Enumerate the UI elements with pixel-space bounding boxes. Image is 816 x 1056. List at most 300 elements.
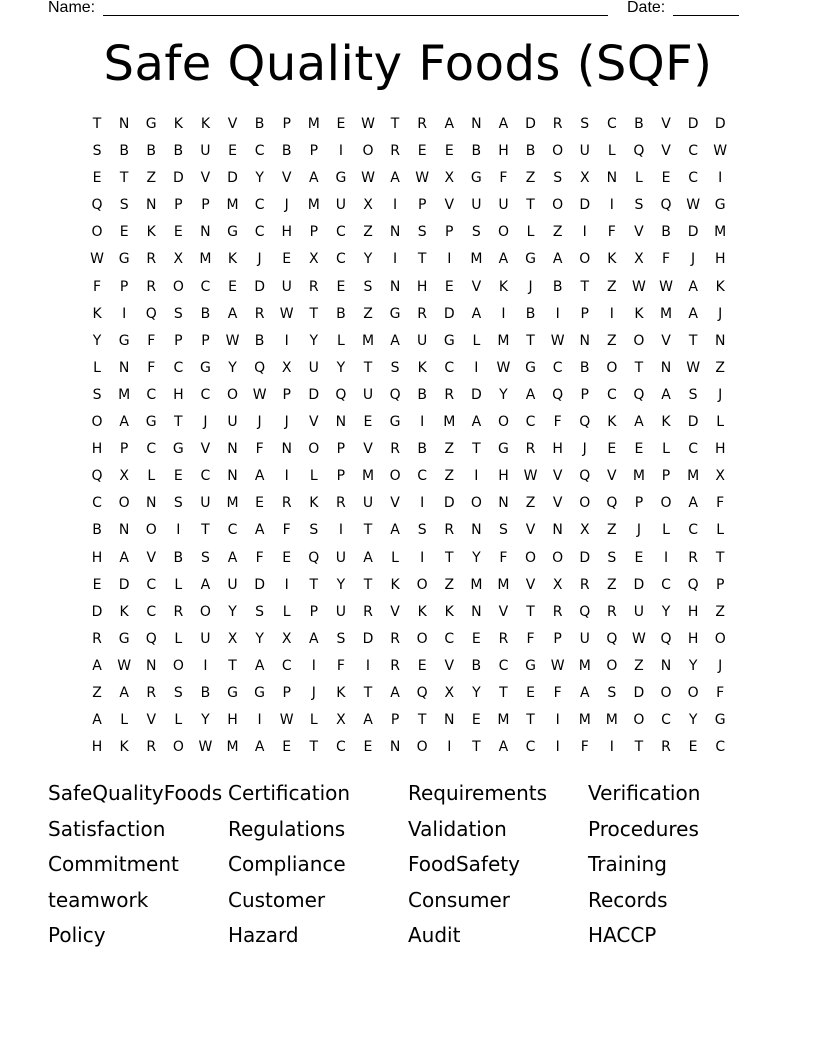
grid-cell[interactable]: V [552,468,564,485]
grid-cell[interactable]: H [91,739,104,756]
grid-cell[interactable]: C [336,224,347,241]
grid-cell[interactable]: C [336,251,347,268]
grid-cell[interactable]: C [525,739,537,756]
grid-cell[interactable]: E [336,116,347,132]
grid-cell[interactable]: R [281,495,293,512]
grid-cell[interactable]: R [390,657,401,674]
grid-cell[interactable]: P [580,386,590,403]
grid-cell[interactable]: I [420,414,426,431]
grid-cell[interactable]: T [119,170,130,187]
grid-cell[interactable]: S [173,305,184,322]
grid-cell[interactable]: D [579,197,592,214]
grid-cell[interactable]: C [254,143,266,160]
grid-cell[interactable]: Y [255,630,265,647]
grid-cell[interactable]: N [227,468,239,485]
grid-cell[interactable]: I [474,468,480,485]
grid-cell[interactable]: F [607,224,617,241]
grid-cell[interactable]: T [390,116,401,132]
grid-cell[interactable]: E [417,657,428,674]
grid-cell[interactable]: C [146,603,158,620]
grid-cell[interactable]: U [579,143,591,160]
grid-cell[interactable]: B [254,332,266,349]
grid-cell[interactable]: Q [606,495,619,512]
grid-cell[interactable]: M [470,251,484,268]
grid-cell[interactable]: T [634,739,645,756]
grid-cell[interactable]: J [718,657,724,674]
grid-cell[interactable]: B [417,386,428,403]
grid-cell[interactable]: T [201,522,211,539]
grid-cell[interactable]: C [92,495,103,512]
grid-cell[interactable]: I [555,712,561,729]
grid-cell[interactable]: C [254,224,266,241]
grid-cell[interactable]: M [714,224,728,241]
grid-cell[interactable]: X [336,712,347,729]
grid-cell[interactable]: N [200,224,212,241]
grid-cell[interactable]: L [336,332,346,349]
grid-cell[interactable]: P [282,386,292,403]
grid-cell[interactable]: P [336,441,347,458]
grid-cell[interactable]: R [417,116,429,132]
grid-cell[interactable]: P [715,576,726,593]
grid-cell[interactable]: R [444,386,456,403]
grid-cell[interactable]: W [90,251,105,268]
grid-cell[interactable]: Y [363,251,374,268]
grid-cell[interactable]: M [687,468,701,485]
grid-cell[interactable]: L [309,712,319,729]
grid-cell[interactable]: V [390,495,401,512]
grid-cell[interactable]: M [497,576,511,593]
name-blank-line[interactable] [103,15,608,16]
grid-cell[interactable]: D [687,414,700,431]
grid-cell[interactable]: O [145,522,158,539]
grid-cell[interactable]: N [118,116,131,132]
grid-cell[interactable]: O [687,684,700,701]
grid-cell[interactable]: W [713,143,729,160]
grid-cell[interactable]: W [198,739,214,756]
grid-cell[interactable]: A [688,305,699,322]
grid-cell[interactable]: B [525,143,537,160]
grid-cell[interactable]: N [281,441,293,458]
grid-cell[interactable]: Y [661,603,672,620]
grid-cell[interactable]: S [309,522,320,539]
grid-cell[interactable]: J [582,441,588,458]
grid-cell[interactable]: Q [91,468,104,485]
grid-cell[interactable]: K [607,251,618,268]
grid-cell[interactable]: D [172,170,185,187]
grid-cell[interactable]: Q [335,386,348,403]
grid-cell[interactable]: Q [633,386,646,403]
grid-cell[interactable]: A [525,386,537,403]
grid-cell[interactable]: V [444,657,456,674]
grid-cell[interactable]: G [145,116,158,132]
grid-cell[interactable]: X [173,251,185,268]
grid-cell[interactable]: O [389,468,402,485]
grid-cell[interactable]: S [336,630,347,647]
grid-cell[interactable]: H [714,441,727,458]
grid-cell[interactable]: T [634,359,645,376]
grid-cell[interactable]: W [361,116,376,132]
grid-cell[interactable]: E [634,549,645,566]
grid-cell[interactable]: K [173,116,184,132]
grid-cell[interactable]: O [633,332,646,349]
grid-cell[interactable]: G [525,359,537,376]
grid-cell[interactable]: I [284,576,290,593]
grid-cell[interactable]: A [444,116,456,132]
grid-cell[interactable]: B [200,684,212,701]
grid-cell[interactable]: B [634,116,645,132]
grid-cell[interactable]: T [715,549,726,566]
grid-cell[interactable]: M [361,332,376,349]
grid-cell[interactable]: W [632,630,647,647]
grid-cell[interactable]: F [255,549,265,566]
grid-cell[interactable]: L [607,143,617,160]
grid-cell[interactable]: W [279,712,295,729]
grid-cell[interactable]: M [497,712,511,729]
grid-cell[interactable]: I [311,657,317,674]
grid-cell[interactable]: E [444,143,455,160]
grid-cell[interactable]: T [309,739,320,756]
grid-cell[interactable]: A [498,251,510,268]
grid-cell[interactable]: N [714,332,727,349]
grid-cell[interactable]: O [714,630,727,647]
grid-cell[interactable]: P [336,468,347,485]
grid-cell[interactable]: H [552,441,564,458]
grid-cell[interactable]: Q [552,386,565,403]
grid-cell[interactable]: U [227,576,239,593]
grid-cell[interactable]: I [609,305,615,322]
grid-cell[interactable]: F [499,549,509,566]
grid-cell[interactable]: O [91,224,104,241]
grid-cell[interactable]: T [472,739,482,756]
grid-cell[interactable]: L [174,712,184,729]
grid-cell[interactable]: W [686,197,702,214]
grid-cell[interactable]: G [227,224,239,241]
grid-cell[interactable]: Q [660,630,673,647]
grid-cell[interactable]: G [118,332,131,349]
grid-cell[interactable]: F [499,170,509,187]
grid-cell[interactable]: U [200,495,212,512]
grid-cell[interactable]: R [498,630,510,647]
grid-cell[interactable]: G [254,684,267,701]
grid-cell[interactable]: A [254,522,266,539]
grid-cell[interactable]: E [634,441,645,458]
grid-cell[interactable]: Q [633,143,646,160]
grid-cell[interactable]: T [526,712,536,729]
grid-cell[interactable]: E [607,441,618,458]
grid-cell[interactable]: E [444,278,455,295]
grid-cell[interactable]: O [199,603,212,620]
grid-cell[interactable]: S [553,170,564,187]
grid-cell[interactable]: W [550,332,566,349]
grid-cell[interactable]: B [200,305,212,322]
grid-cell[interactable]: C [254,197,266,214]
grid-cell[interactable]: Z [525,495,537,512]
grid-cell[interactable]: I [555,305,561,322]
grid-cell[interactable]: C [281,657,293,674]
grid-cell[interactable]: I [284,332,290,349]
grid-cell[interactable]: P [309,224,320,241]
grid-cell[interactable]: O [552,197,565,214]
grid-cell[interactable]: X [552,576,564,593]
grid-cell[interactable]: Q [660,197,673,214]
grid-cell[interactable]: I [365,657,372,674]
date-blank-line[interactable] [673,15,739,16]
grid-cell[interactable]: Y [228,359,238,376]
grid-cell[interactable]: O [362,143,375,160]
grid-cell[interactable]: A [688,495,699,512]
grid-cell[interactable]: U [200,630,212,647]
grid-cell[interactable]: O [172,739,185,756]
grid-cell[interactable]: U [579,630,591,647]
grid-cell[interactable]: X [309,251,320,268]
grid-cell[interactable]: S [417,522,428,539]
grid-cell[interactable]: A [254,468,266,485]
grid-cell[interactable]: R [444,522,456,539]
grid-cell[interactable]: T [309,305,320,322]
grid-cell[interactable]: L [147,468,157,485]
grid-cell[interactable]: G [118,630,131,647]
grid-cell[interactable]: L [662,522,671,539]
grid-cell[interactable]: Z [552,224,564,241]
grid-cell[interactable]: Q [389,386,402,403]
grid-cell[interactable]: R [579,576,591,593]
grid-cell[interactable]: T [363,522,374,539]
grid-cell[interactable]: I [338,143,344,160]
grid-cell[interactable]: C [498,657,510,674]
grid-cell[interactable]: A [390,684,401,701]
grid-cell[interactable]: M [307,197,321,214]
grid-cell[interactable]: U [335,603,348,620]
grid-cell[interactable]: E [282,251,293,268]
grid-cell[interactable]: T [472,441,482,458]
grid-cell[interactable]: A [471,414,483,431]
grid-cell[interactable]: A [552,251,564,268]
grid-cell[interactable]: O [497,224,510,241]
grid-cell[interactable]: G [172,441,185,458]
grid-cell[interactable]: C [688,143,699,160]
grid-cell[interactable]: R [390,143,401,160]
grid-cell[interactable]: C [688,441,699,458]
grid-cell[interactable]: O [525,549,538,566]
grid-cell[interactable]: N [498,495,510,512]
grid-cell[interactable]: M [226,197,240,214]
grid-cell[interactable]: H [91,549,104,566]
grid-cell[interactable]: Y [255,170,265,187]
grid-cell[interactable]: C [146,576,158,593]
grid-cell[interactable]: R [146,251,158,268]
grid-cell[interactable]: I [257,712,263,729]
grid-cell[interactable]: M [470,576,484,593]
grid-cell[interactable]: D [525,116,537,132]
grid-cell[interactable]: U [200,143,212,160]
grid-cell[interactable]: A [498,116,510,132]
grid-cell[interactable]: O [552,143,565,160]
grid-cell[interactable]: G [389,305,402,322]
grid-cell[interactable]: K [390,576,401,593]
grid-cell[interactable]: G [714,712,727,729]
grid-cell[interactable]: N [471,116,483,132]
grid-cell[interactable]: Y [309,332,320,349]
grid-cell[interactable]: R [552,603,564,620]
grid-cell[interactable]: I [176,522,182,539]
grid-cell[interactable]: S [634,197,645,214]
grid-cell[interactable]: X [444,170,456,187]
grid-cell[interactable]: Y [472,684,482,701]
grid-cell[interactable]: K [119,739,130,756]
grid-cell[interactable]: P [390,712,401,729]
grid-cell[interactable]: K [336,684,347,701]
grid-cell[interactable]: P [309,603,320,620]
grid-cell[interactable]: T [363,684,374,701]
grid-cell[interactable]: F [553,684,563,701]
grid-cell[interactable]: O [552,549,565,566]
grid-cell[interactable]: N [389,739,402,756]
grid-cell[interactable]: N [579,332,591,349]
grid-cell[interactable]: Z [715,359,726,376]
grid-cell[interactable]: C [444,630,456,647]
grid-cell[interactable]: A [390,522,401,539]
grid-cell[interactable]: Q [606,630,619,647]
grid-cell[interactable]: T [444,549,455,566]
grid-cell[interactable]: H [91,441,104,458]
grid-cell[interactable]: K [119,603,130,620]
grid-cell[interactable]: Z [634,657,645,674]
grid-cell[interactable]: O [118,495,131,512]
grid-cell[interactable]: Z [444,468,456,485]
grid-cell[interactable]: H [714,251,727,268]
grid-cell[interactable]: U [362,386,375,403]
grid-cell[interactable]: B [173,143,185,160]
grid-cell[interactable]: G [118,251,131,268]
grid-cell[interactable]: E [173,468,184,485]
grid-cell[interactable]: D [308,386,321,403]
grid-cell[interactable]: R [525,441,537,458]
grid-cell[interactable]: C [173,359,185,376]
grid-cell[interactable]: G [145,414,158,431]
grid-cell[interactable]: N [145,495,158,512]
grid-cell[interactable]: T [309,576,320,593]
grid-cell[interactable]: Z [444,441,456,458]
grid-cell[interactable]: C [606,116,618,132]
grid-cell[interactable]: S [173,684,184,701]
grid-cell[interactable]: A [498,739,510,756]
grid-cell[interactable]: O [172,657,185,674]
grid-cell[interactable]: Z [607,332,618,349]
grid-cell[interactable]: D [254,278,266,295]
grid-cell[interactable]: E [336,278,347,295]
grid-cell[interactable]: L [93,359,102,376]
grid-cell[interactable]: V [525,522,537,539]
grid-cell[interactable]: Q [579,468,592,485]
grid-cell[interactable]: T [526,197,536,214]
grid-cell[interactable]: A [254,739,266,756]
grid-cell[interactable]: S [92,386,103,403]
grid-cell[interactable]: H [498,143,510,160]
grid-cell[interactable]: O [497,414,510,431]
grid-cell[interactable]: V [281,170,293,187]
grid-cell[interactable]: U [281,278,293,295]
grid-cell[interactable]: C [444,359,456,376]
grid-cell[interactable]: T [526,603,536,620]
grid-cell[interactable]: E [363,739,374,756]
grid-cell[interactable]: T [417,712,428,729]
grid-cell[interactable]: T [417,251,428,268]
grid-cell[interactable]: V [498,603,510,620]
grid-cell[interactable]: W [117,657,133,674]
grid-cell[interactable]: O [172,278,185,295]
grid-cell[interactable]: Q [145,305,158,322]
grid-cell[interactable]: U [335,549,348,566]
grid-cell[interactable]: Y [336,359,347,376]
grid-cell[interactable]: S [390,359,401,376]
grid-cell[interactable]: G [714,197,727,214]
grid-cell[interactable]: W [415,170,431,187]
grid-cell[interactable]: P [201,332,211,349]
grid-cell[interactable]: I [447,739,453,756]
grid-cell[interactable]: M [578,657,592,674]
grid-cell[interactable]: C [417,468,429,485]
grid-cell[interactable]: D [470,386,483,403]
grid-cell[interactable]: X [281,359,293,376]
grid-cell[interactable]: W [496,359,512,376]
grid-cell[interactable]: H [687,630,700,647]
grid-cell[interactable]: A [634,414,645,431]
grid-cell[interactable]: S [580,116,591,132]
grid-cell[interactable]: E [471,630,482,647]
grid-cell[interactable]: T [228,657,238,674]
grid-cell[interactable]: A [119,684,130,701]
grid-cell[interactable]: C [688,170,699,187]
grid-cell[interactable]: T [363,576,374,593]
grid-cell[interactable]: L [635,170,644,187]
grid-cell[interactable]: V [607,468,618,485]
grid-cell[interactable]: V [661,143,672,160]
grid-cell[interactable]: C [606,386,618,403]
grid-cell[interactable]: J [528,278,534,295]
grid-cell[interactable]: Q [687,576,700,593]
grid-cell[interactable]: D [687,224,700,241]
grid-cell[interactable]: P [201,197,211,214]
grid-cell[interactable]: I [582,224,588,241]
grid-cell[interactable]: Y [499,386,509,403]
grid-cell[interactable]: F [147,332,157,349]
grid-cell[interactable]: B [254,116,266,132]
grid-cell[interactable]: D [579,549,592,566]
grid-cell[interactable]: X [634,251,645,268]
grid-cell[interactable]: E [282,549,293,566]
grid-cell[interactable]: T [363,359,374,376]
grid-cell[interactable]: O [660,684,673,701]
grid-cell[interactable]: B [525,305,537,322]
grid-cell[interactable]: S [363,278,374,295]
grid-cell[interactable]: C [661,712,672,729]
grid-cell[interactable]: M [199,251,213,268]
grid-cell[interactable]: K [200,116,212,132]
grid-cell[interactable]: Q [579,603,592,620]
grid-cell[interactable]: N [227,441,239,458]
grid-cell[interactable]: P [119,441,130,458]
grid-cell[interactable]: V [661,332,672,349]
grid-cell[interactable]: S [499,522,509,539]
grid-cell[interactable]: L [120,712,130,729]
grid-cell[interactable]: V [552,495,564,512]
grid-cell[interactable]: J [636,522,642,539]
grid-cell[interactable]: I [718,170,724,187]
grid-cell[interactable]: U [633,603,646,620]
grid-cell[interactable]: F [282,522,292,539]
grid-cell[interactable]: M [632,468,646,485]
grid-cell[interactable]: I [501,305,507,322]
